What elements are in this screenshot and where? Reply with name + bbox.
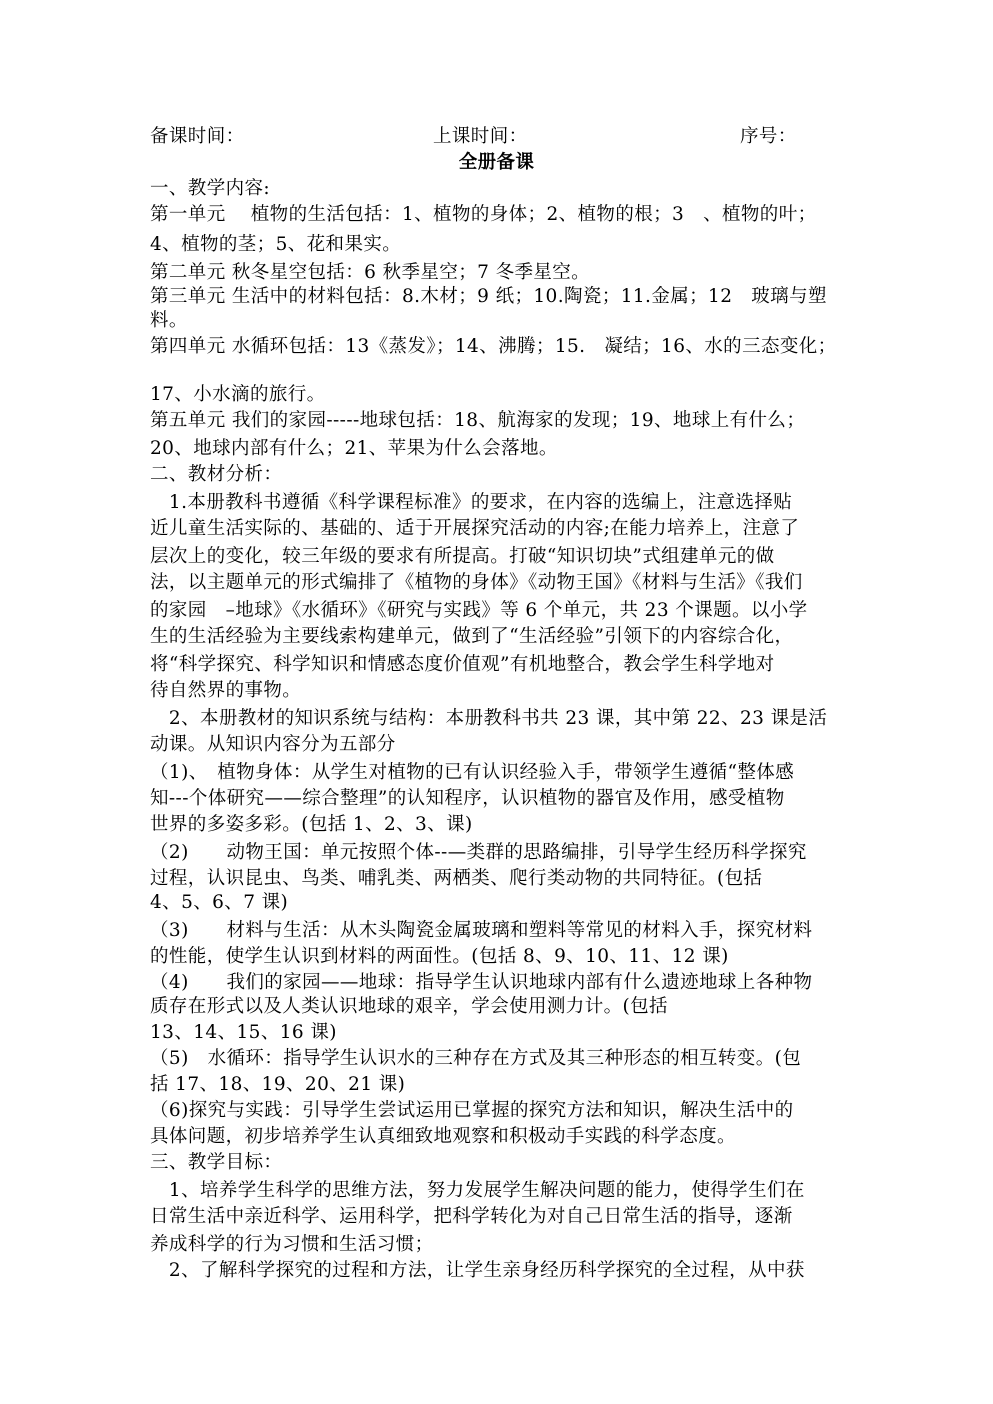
text-line: 质存在形式以及人类认识地球的艰辛，学会使用测力计。(包括 (150, 996, 668, 1017)
text-line: （4) 我们的家园——地球：指导学生认识地球内部有什么遗迹地球上各种物 (150, 972, 813, 993)
text-line: 动课。从知识内容分为五部分 (150, 734, 396, 755)
text-line: 知---个体研究——综合整理”的认知程序，认识植物的器官及作用，感受植物 (150, 788, 785, 809)
text-line: 近儿童生活实际的、基础的、适于开展探究活动的内容;在能力培养上，注意了 (150, 518, 800, 539)
text-line: 层次上的变化，较三年级的要求有所提高。打破“知识切块”式组建单元的做 (150, 546, 775, 567)
text-line: 括 17、18、19、20、21 课) (150, 1074, 406, 1095)
text-line: 料。 (150, 310, 188, 331)
text-line: 20、地球内部有什么；21、苹果为什么会落地。 (150, 438, 558, 459)
prep-time-label: 备课时间： (150, 126, 245, 147)
text-line: 过程，认识昆虫、鸟类、哺乳类、两栖类、爬行类动物的共同特征。(包括 (150, 868, 763, 889)
text-line: （2) 动物王国：单元按照个体--—类群的思路编排，引导学生经历科学探究 (150, 842, 807, 863)
text-line: 第二单元 秋冬星空包括：6 秋季星空；7 冬季星空。 (150, 262, 591, 283)
text-line: 世界的多姿多彩。(包括 1、2、3、课) (150, 814, 473, 835)
text-line: 三、教学目标： (150, 1152, 283, 1173)
text-line: 4、植物的茎；5、花和果实。 (150, 234, 402, 255)
text-line: 生的生活经验为主要线索构建单元，做到了“生活经验”引领下的内容综合化， (150, 626, 794, 647)
text-line: （5) 水循环：指导学生认识水的三种存在方式及其三种形态的相互转变。(包 (150, 1048, 802, 1069)
text-line: 日常生活中亲近科学、运用科学，把科学转化为对自己日常生活的指导，逐渐 (150, 1206, 793, 1227)
text-line: 二、教材分析： (150, 464, 283, 485)
text-line: 第三单元 生活中的材料包括：8.木材；9 纸；10.陶瓷；11.金属；12 玻璃与塑 (150, 286, 827, 307)
text-line: 待自然界的事物。 (150, 680, 302, 701)
lesson-header (150, 122, 850, 148)
number-label: 序号： (740, 126, 797, 147)
text-line: 的家园 –地球》《水循环》《研究与实践》等 6 个单元，共 23 个课题。以小学 (150, 600, 808, 621)
class-time-label: 上课时间： (433, 126, 528, 147)
text-line: 的性能，使学生认识到材料的两面性。(包括 8、9、10、11、12 课) (150, 946, 729, 967)
page-title: 全册备课 (458, 152, 535, 173)
text-line: 2、了解科学探究的过程和方法，让学生亲身经历科学探究的全过程，从中获 (150, 1260, 805, 1281)
text-line: （3) 材料与生活：从木头陶瓷金属玻璃和塑料等常见的材料入手，探究材料 (150, 920, 813, 941)
text-line: 第一单元 植物的生活包括：1、植物的身体；2、植物的根；3 、植物的叶； (150, 204, 817, 225)
text-line: 4、5、6、7 课) (150, 892, 289, 913)
text-line: （1)、 植物身体：从学生对植物的已有认识经验入手，带领学生遵循“整体感 (150, 762, 795, 783)
text-line: 17、小水滴的旅行。 (150, 384, 326, 405)
text-line: 法，以主题单元的形式编排了《植物的身体》《动物王国》《材料与生活》《我们 (150, 572, 803, 593)
text-line: 13、14、15、16 课) (150, 1022, 337, 1043)
text-line: 将“科学探究、科学知识和情感态度价值观”有机地整合，教会学生科学地对 (150, 654, 775, 675)
text-line: 2、本册教材的知识系统与结构：本册教科书共 23 课，其中第 22、23 课是活 (150, 708, 828, 729)
text-line: 第五单元 我们的家园-----地球包括：18、航海家的发现；19、地球上有什么； (150, 410, 806, 431)
text-line: （6)探究与实践：引导学生尝试运用已掌握的探究方法和知识，解决生活中的 (150, 1100, 794, 1121)
text-line: 具体问题，初步培养学生认真细致地观察和积极动手实践的科学态度。 (150, 1126, 736, 1147)
text-line: 一、教学内容: (150, 178, 271, 199)
text-line: 1.本册教科书遵循《科学课程标准》的要求，在内容的选编上，注意选择贴 (150, 492, 793, 513)
text-line: 第四单元 水循环包括：13《蒸发》；14、沸腾；15. 凝结；16、水的三态变化； (150, 336, 837, 357)
text-line: 养成科学的行为习惯和生活习惯； (150, 1234, 434, 1255)
text-line: 1、培养学生科学的思维方法，努力发展学生解决问题的能力，使得学生们在 (150, 1180, 805, 1201)
